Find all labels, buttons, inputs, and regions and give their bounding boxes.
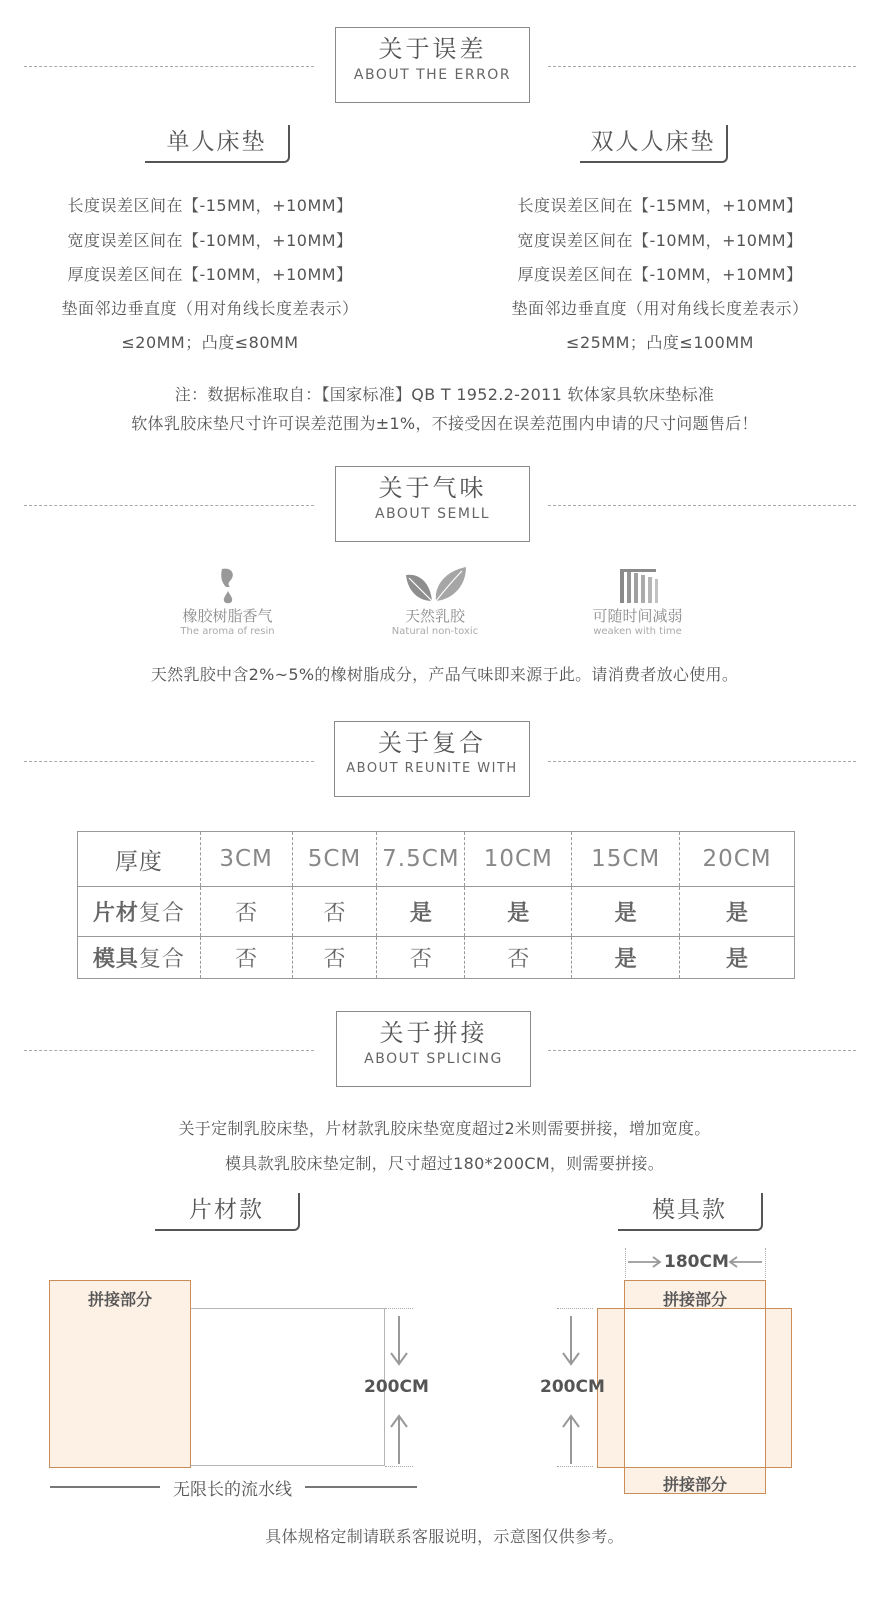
splice-label: 拼接部分 xyxy=(87,1290,152,1309)
section-header-splicing xyxy=(336,1011,531,1087)
tolerance-line: 厚度误差区间在【-10MM，+10MM】 xyxy=(67,265,353,284)
tolerance-line: 宽度误差区间在【-10MM，+10MM】 xyxy=(517,231,803,250)
divider-left xyxy=(24,761,314,762)
standard-note: 注：数据标准取自：【国家标准】QB T 1952.2-2011 软体家具软床垫标准 xyxy=(174,385,715,404)
table-cell: 否 xyxy=(377,937,465,979)
tolerance-line: 垫面邻边垂直度（用对角线长度差表示） xyxy=(511,299,809,318)
divider-right xyxy=(548,66,856,67)
table-cell: 否 xyxy=(200,887,292,937)
table-row xyxy=(78,887,795,937)
table-cell: 否 xyxy=(292,887,377,937)
dimension-guide xyxy=(557,1466,593,1467)
tolerance-line: 厚度误差区间在【-10MM，+10MM】 xyxy=(517,265,803,284)
section-title: 关于拼接 xyxy=(379,1019,488,1047)
tolerance-note: 软体乳胶床垫尺寸许可误差范围为±1%，不接受因在误差范围内申请的尺寸问题售后！ xyxy=(131,414,758,433)
section-title: 关于气味 xyxy=(378,474,487,502)
dimension-guide xyxy=(385,1466,413,1467)
divider-left xyxy=(24,66,314,67)
tolerance-line: 宽度误差区间在【-10MM，+10MM】 xyxy=(67,231,353,250)
pipeline-line xyxy=(305,1486,417,1488)
divider-left xyxy=(24,1050,314,1051)
tolerance-line: ≤25MM；凸度≤100MM xyxy=(566,333,754,352)
table-cell: 是 xyxy=(680,937,795,979)
table-header-cell: 5CM xyxy=(292,832,377,887)
smell-sublabel: Natural non-toxic xyxy=(391,626,479,637)
mold-height-label: 200CM xyxy=(540,1377,605,1397)
mold-type-heading: 模具款 xyxy=(618,1193,763,1231)
table-header-cell: 厚度 xyxy=(78,832,201,887)
divider-right xyxy=(548,761,856,762)
splice-label: 拼接部分 xyxy=(662,1475,727,1494)
mold-mattress-body xyxy=(624,1308,766,1468)
smell-label: 可随时间减弱 xyxy=(592,607,683,625)
arrow-down-icon xyxy=(390,1352,408,1366)
arrow-left-icon xyxy=(728,1256,762,1268)
dimension-guide xyxy=(765,1248,766,1278)
tolerance-line: 长度误差区间在【-15MM，+10MM】 xyxy=(517,196,803,215)
table-cell: 是 xyxy=(465,887,572,937)
dimension-guide xyxy=(557,1308,593,1309)
divider-right xyxy=(548,505,856,506)
smell-sublabel: weaken with time xyxy=(593,626,682,637)
smell-label: 橡胶树脂香气 xyxy=(182,607,273,625)
section-subtitle: ABOUT REUNITE WITH xyxy=(346,761,518,776)
smell-item-resin xyxy=(160,565,295,638)
dimension-guide xyxy=(385,1308,413,1309)
table-header-cell: 15CM xyxy=(572,832,680,887)
arrow-down-icon xyxy=(562,1352,580,1366)
section-header-smell xyxy=(335,466,530,542)
smell-item-weaken xyxy=(570,565,705,638)
footer-note: 具体规格定制请联系客服说明，示意图仅供参考。 xyxy=(265,1527,624,1546)
sheet-height-label: 200CM xyxy=(364,1377,429,1397)
splicing-line: 关于定制乳胶床垫，片材款乳胶床垫宽度超过2米则需要拼接，增加宽度。 xyxy=(178,1119,711,1138)
pipeline-line xyxy=(50,1486,160,1488)
row-label-bold: 片材 xyxy=(92,901,139,926)
table-cell: 否 xyxy=(465,937,572,979)
sheet-type-heading: 片材款 xyxy=(155,1193,300,1231)
table-cell: 是 xyxy=(572,887,680,937)
table-header-cell: 3CM xyxy=(200,832,292,887)
section-title: 关于复合 xyxy=(378,729,486,757)
table-header-cell: 20CM xyxy=(680,832,795,887)
section-subtitle: ABOUT SEMLL xyxy=(374,506,491,522)
table-cell: 否 xyxy=(200,937,292,979)
smell-sublabel: The aroma of resin xyxy=(180,626,275,637)
dimension-guide xyxy=(625,1248,626,1278)
arrow-right-icon xyxy=(628,1256,662,1268)
table-row xyxy=(78,937,795,979)
row-label xyxy=(78,937,201,979)
tolerance-line: 长度误差区间在【-15MM，+10MM】 xyxy=(67,196,353,215)
splicing-line: 模具款乳胶床垫定制，尺寸超过180*200CM，则需要拼接。 xyxy=(224,1154,665,1173)
mold-width-label: 180CM xyxy=(664,1252,729,1272)
tolerance-line: 垫面邻边垂直度（用对角线长度差表示） xyxy=(61,299,359,318)
section-header-reunite xyxy=(334,721,530,797)
arrow-up-icon xyxy=(570,1416,572,1464)
smell-label: 天然乳胶 xyxy=(404,607,465,625)
section-title: 关于误差 xyxy=(378,35,487,63)
row-label-rest: 复合 xyxy=(138,947,185,972)
smell-description: 天然乳胶中含2%~5%的橡树脂成分，产品气味即来源于此。请消费者放心使用。 xyxy=(150,665,739,684)
splice-label: 拼接部分 xyxy=(662,1290,727,1309)
section-header-error xyxy=(335,27,530,103)
divider-left xyxy=(24,505,314,506)
double-mattress-heading: 双人人床垫 xyxy=(580,125,728,163)
table-header-cell: 7.5CM xyxy=(377,832,465,887)
section-subtitle: ABOUT SPLICING xyxy=(364,1051,503,1067)
row-label-rest: 复合 xyxy=(138,901,185,926)
section-subtitle: ABOUT THE ERROR xyxy=(353,67,512,83)
table-cell: 否 xyxy=(292,937,377,979)
divider-right xyxy=(548,1050,856,1051)
table-cell: 是 xyxy=(572,937,680,979)
row-label-bold: 模具 xyxy=(92,947,139,972)
reunite-table xyxy=(77,831,795,979)
leaf-icon xyxy=(400,565,470,605)
table-cell: 是 xyxy=(680,887,795,937)
resin-drop-icon xyxy=(208,565,248,605)
tolerance-line: ≤20MM；凸度≤80MM xyxy=(121,333,299,352)
smell-item-natural xyxy=(370,565,500,638)
table-cell: 是 xyxy=(377,887,465,937)
single-mattress-heading: 单人床垫 xyxy=(145,125,290,163)
table-header-cell: 10CM xyxy=(465,832,572,887)
fading-bars-icon xyxy=(616,565,660,605)
arrow-up-icon xyxy=(398,1416,400,1464)
row-label xyxy=(78,887,201,937)
table-header-row xyxy=(78,832,795,887)
pipeline-label: 无限长的流水线 xyxy=(173,1480,292,1500)
